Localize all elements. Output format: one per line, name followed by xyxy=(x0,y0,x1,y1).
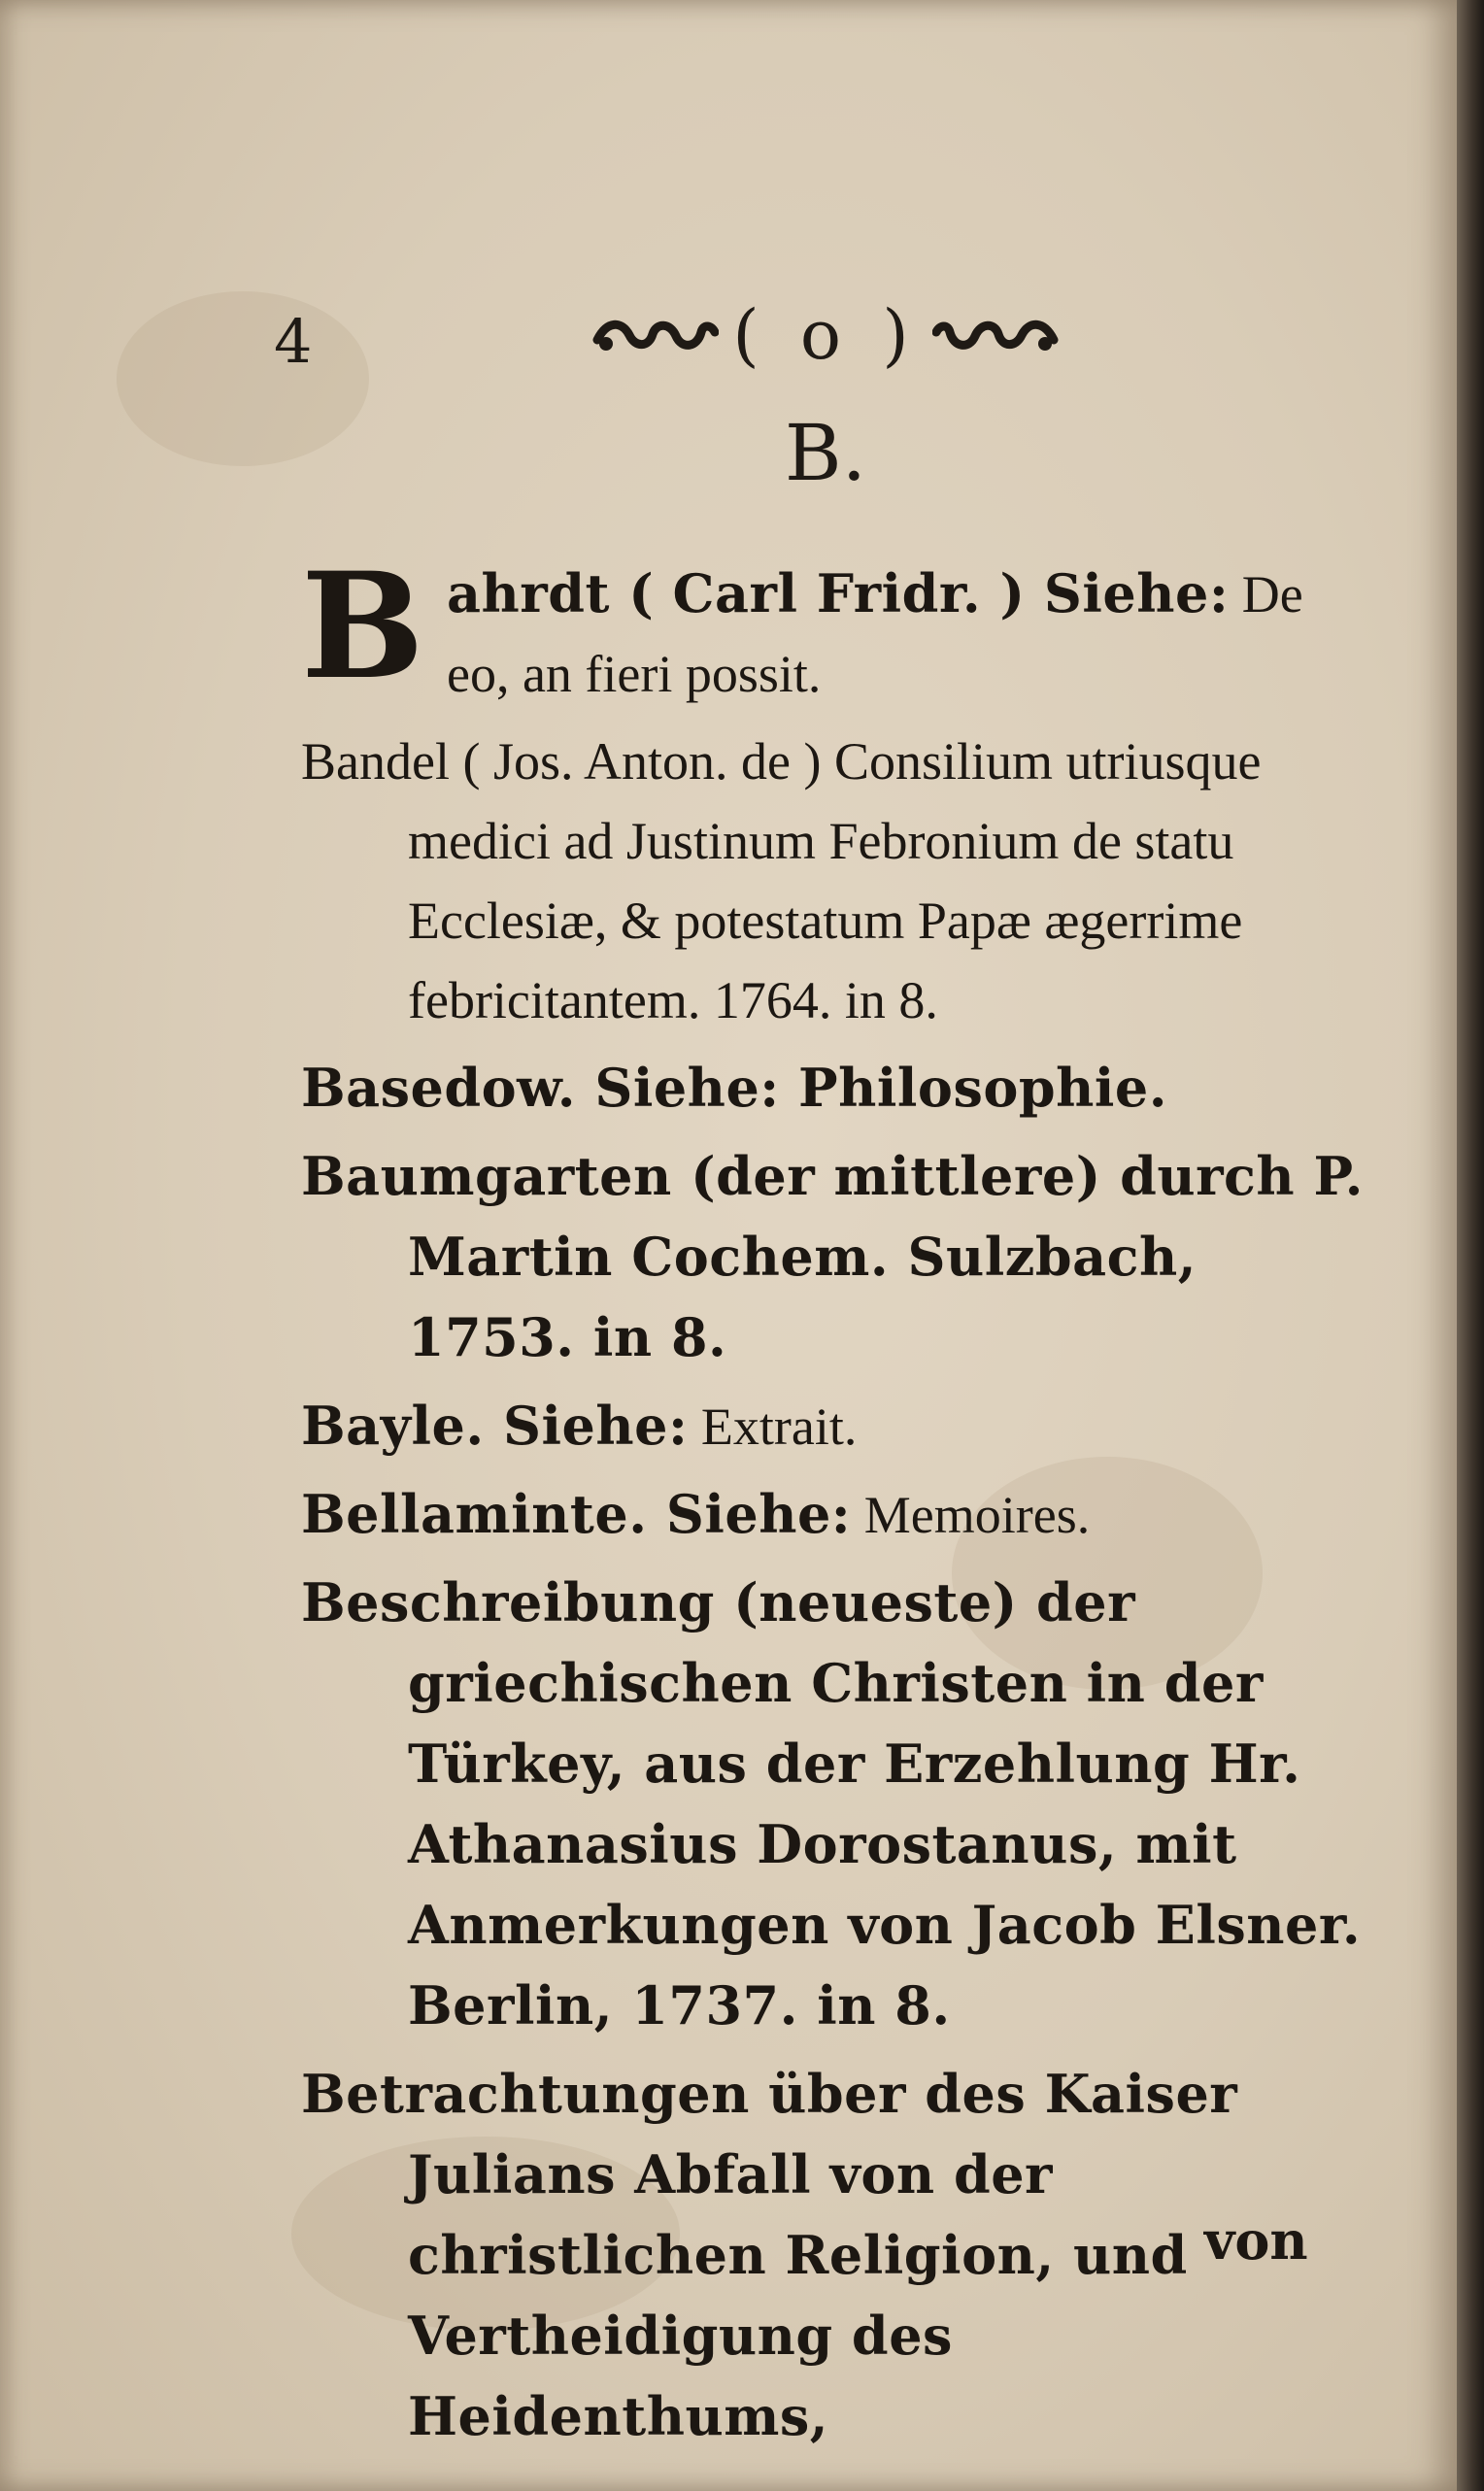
page-number: 4 xyxy=(274,306,313,377)
book-gutter-edge xyxy=(1457,0,1484,2491)
bibliography-entry xyxy=(301,541,1369,714)
entry-heading: Basedow. Siehe: Philosophie. xyxy=(301,1057,1168,1119)
entry-heading: ahrdt ( Carl Fridr. ) Siehe: xyxy=(447,562,1230,624)
header-ornament xyxy=(592,296,1059,374)
entry-heading: Bayle. Siehe: xyxy=(301,1395,689,1457)
right-flourish-icon xyxy=(932,311,1059,359)
catchword: von xyxy=(1204,2209,1308,2272)
bibliography-list xyxy=(301,541,1369,2465)
entry-heading: Baumgarten (der mittlere) durch P. Martin Cochem. Sulzbach, 1753. in 8. xyxy=(301,1145,1364,1368)
ornament-center: ( o ) xyxy=(732,295,919,375)
entry-heading: Bandel ( Jos. Anton. de ) xyxy=(301,732,822,791)
entry-heading: Bellaminte. Siehe: xyxy=(301,1483,852,1545)
entry-heading: Beschreibung (neueste) der griechischen Christen in der Türkey, aus der Erzehlung Hr. Athanasius Dorostanus, mit Anmerkungen von Jacob Elsner. Berlin, 1737. in 8. xyxy=(301,1571,1362,2037)
bibliography-entry xyxy=(301,1048,1369,1128)
entry-heading: Betrachtungen über des Kaiser Julians Abfall von der christlichen Religion, und Vertheidigung des Heidenthums, xyxy=(301,2063,1238,2447)
bibliography-entry xyxy=(301,1474,1369,1555)
entry-text: Extrait. xyxy=(688,1397,858,1456)
bibliography-entry xyxy=(301,722,1369,1040)
drop-cap: B xyxy=(301,541,424,712)
entry-text: De eo, an fieri possit. xyxy=(447,565,1303,703)
section-letter: B. xyxy=(784,408,867,498)
bibliography-entry xyxy=(301,1563,1369,2046)
entry-text: Memoires. xyxy=(851,1486,1091,1544)
bibliography-entry xyxy=(301,1136,1369,1378)
page-header xyxy=(0,277,1457,384)
entry-text: Consilium utriusque medici ad Justinum Febronium de statu Ecclesiæ, & potestatum Papæ ægerrime febricitantem. 1764. in 8. xyxy=(408,732,1262,1029)
left-flourish-icon xyxy=(592,311,719,359)
bibliography-entry xyxy=(301,1386,1369,1466)
